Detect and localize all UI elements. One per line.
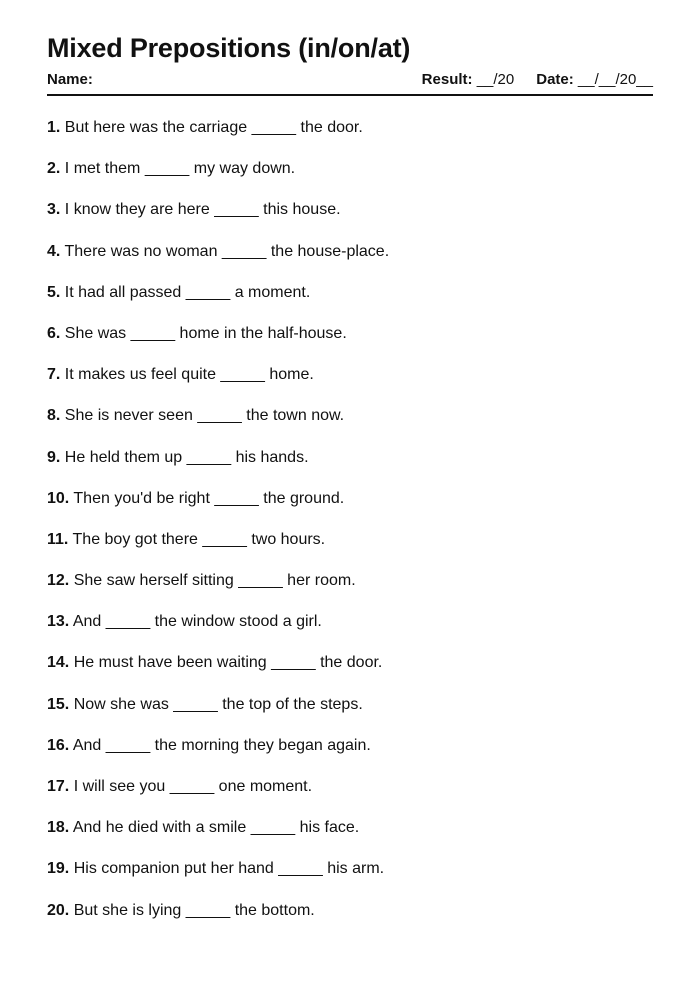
question-number: 2. bbox=[47, 160, 61, 178]
question-text: But here was the carriage _____ the door. bbox=[64, 119, 363, 136]
question-number: 8. bbox=[47, 407, 61, 425]
question-text: She is never seen _____ the town now. bbox=[64, 407, 345, 425]
question-number: 9. bbox=[47, 448, 61, 466]
question-item bbox=[47, 118, 653, 159]
question-text: Now she was _____ the top of the steps. bbox=[73, 695, 363, 713]
header-right bbox=[422, 71, 653, 88]
question-item bbox=[47, 448, 653, 489]
question-text: And _____ the window stood a girl. bbox=[72, 613, 322, 631]
result-value: __/20 bbox=[476, 71, 515, 88]
question-item bbox=[47, 571, 653, 612]
question-item bbox=[47, 901, 653, 942]
question-text: The boy got there _____ two hours. bbox=[72, 530, 326, 548]
question-text: He must have been waiting _____ the door. bbox=[73, 654, 383, 672]
question-text: I met them _____ my way down. bbox=[64, 160, 296, 178]
question-number: 5. bbox=[47, 283, 61, 301]
question-item bbox=[47, 200, 653, 241]
question-item bbox=[47, 777, 653, 818]
question-number: 18. bbox=[47, 819, 70, 837]
question-item bbox=[47, 818, 653, 859]
question-text: It had all passed _____ a moment. bbox=[64, 283, 311, 301]
question-number: 19. bbox=[47, 860, 70, 878]
question-text: She saw herself sitting _____ her room. bbox=[73, 572, 356, 590]
question-number: 16. bbox=[47, 736, 70, 754]
name-label: Name: bbox=[47, 71, 93, 88]
question-number: 13. bbox=[47, 613, 70, 631]
worksheet bbox=[47, 30, 653, 919]
question-number: 17. bbox=[47, 778, 70, 795]
question-text: I will see you _____ one moment. bbox=[73, 778, 313, 795]
question-text: Then you'd be right _____ the ground. bbox=[73, 489, 345, 507]
question-item bbox=[47, 324, 653, 365]
question-text: And he died with a smile _____ his face. bbox=[72, 819, 360, 837]
question-number: 3. bbox=[47, 201, 61, 219]
result-label: Result: bbox=[421, 71, 473, 88]
question-number: 10. bbox=[47, 489, 70, 507]
question-text: There was no woman _____ the house-place. bbox=[64, 242, 390, 260]
question-text: She was _____ home in the half-house. bbox=[64, 324, 347, 342]
question-number: 1. bbox=[47, 119, 61, 136]
question-item bbox=[47, 489, 653, 530]
question-text: I know they are here _____ this house. bbox=[64, 201, 341, 219]
question-text: And _____ the morning they began again. bbox=[72, 736, 371, 754]
question-text: It makes us feel quite _____ home. bbox=[64, 366, 314, 384]
question-number: 12. bbox=[47, 572, 70, 590]
question-number: 6. bbox=[47, 324, 61, 342]
question-item bbox=[47, 653, 653, 694]
question-item bbox=[47, 695, 653, 736]
question-number: 7. bbox=[47, 366, 61, 384]
question-item bbox=[47, 365, 653, 406]
question-item bbox=[47, 736, 653, 777]
question-item bbox=[47, 612, 653, 653]
question-text: His companion put her hand _____ his arm. bbox=[73, 860, 385, 878]
question-item bbox=[47, 283, 653, 324]
question-number: 20. bbox=[47, 901, 70, 919]
question-item bbox=[47, 159, 653, 200]
question-item bbox=[47, 859, 653, 900]
question-number: 4. bbox=[47, 242, 61, 260]
worksheet-header bbox=[47, 71, 653, 96]
date-value: __/__/20__ bbox=[577, 71, 653, 88]
question-text: But she is lying _____ the bottom. bbox=[73, 901, 315, 919]
question-item bbox=[47, 242, 653, 283]
question-list bbox=[47, 118, 653, 942]
worksheet-title: Mixed Prepositions (in/on/at) bbox=[47, 33, 411, 63]
question-number: 14. bbox=[47, 654, 70, 672]
question-item bbox=[47, 406, 653, 447]
question-number: 15. bbox=[47, 695, 70, 713]
question-number: 11. bbox=[47, 530, 69, 548]
question-item bbox=[47, 530, 653, 571]
question-text: He held them up _____ his hands. bbox=[64, 448, 309, 466]
date-label: Date: bbox=[536, 71, 574, 88]
